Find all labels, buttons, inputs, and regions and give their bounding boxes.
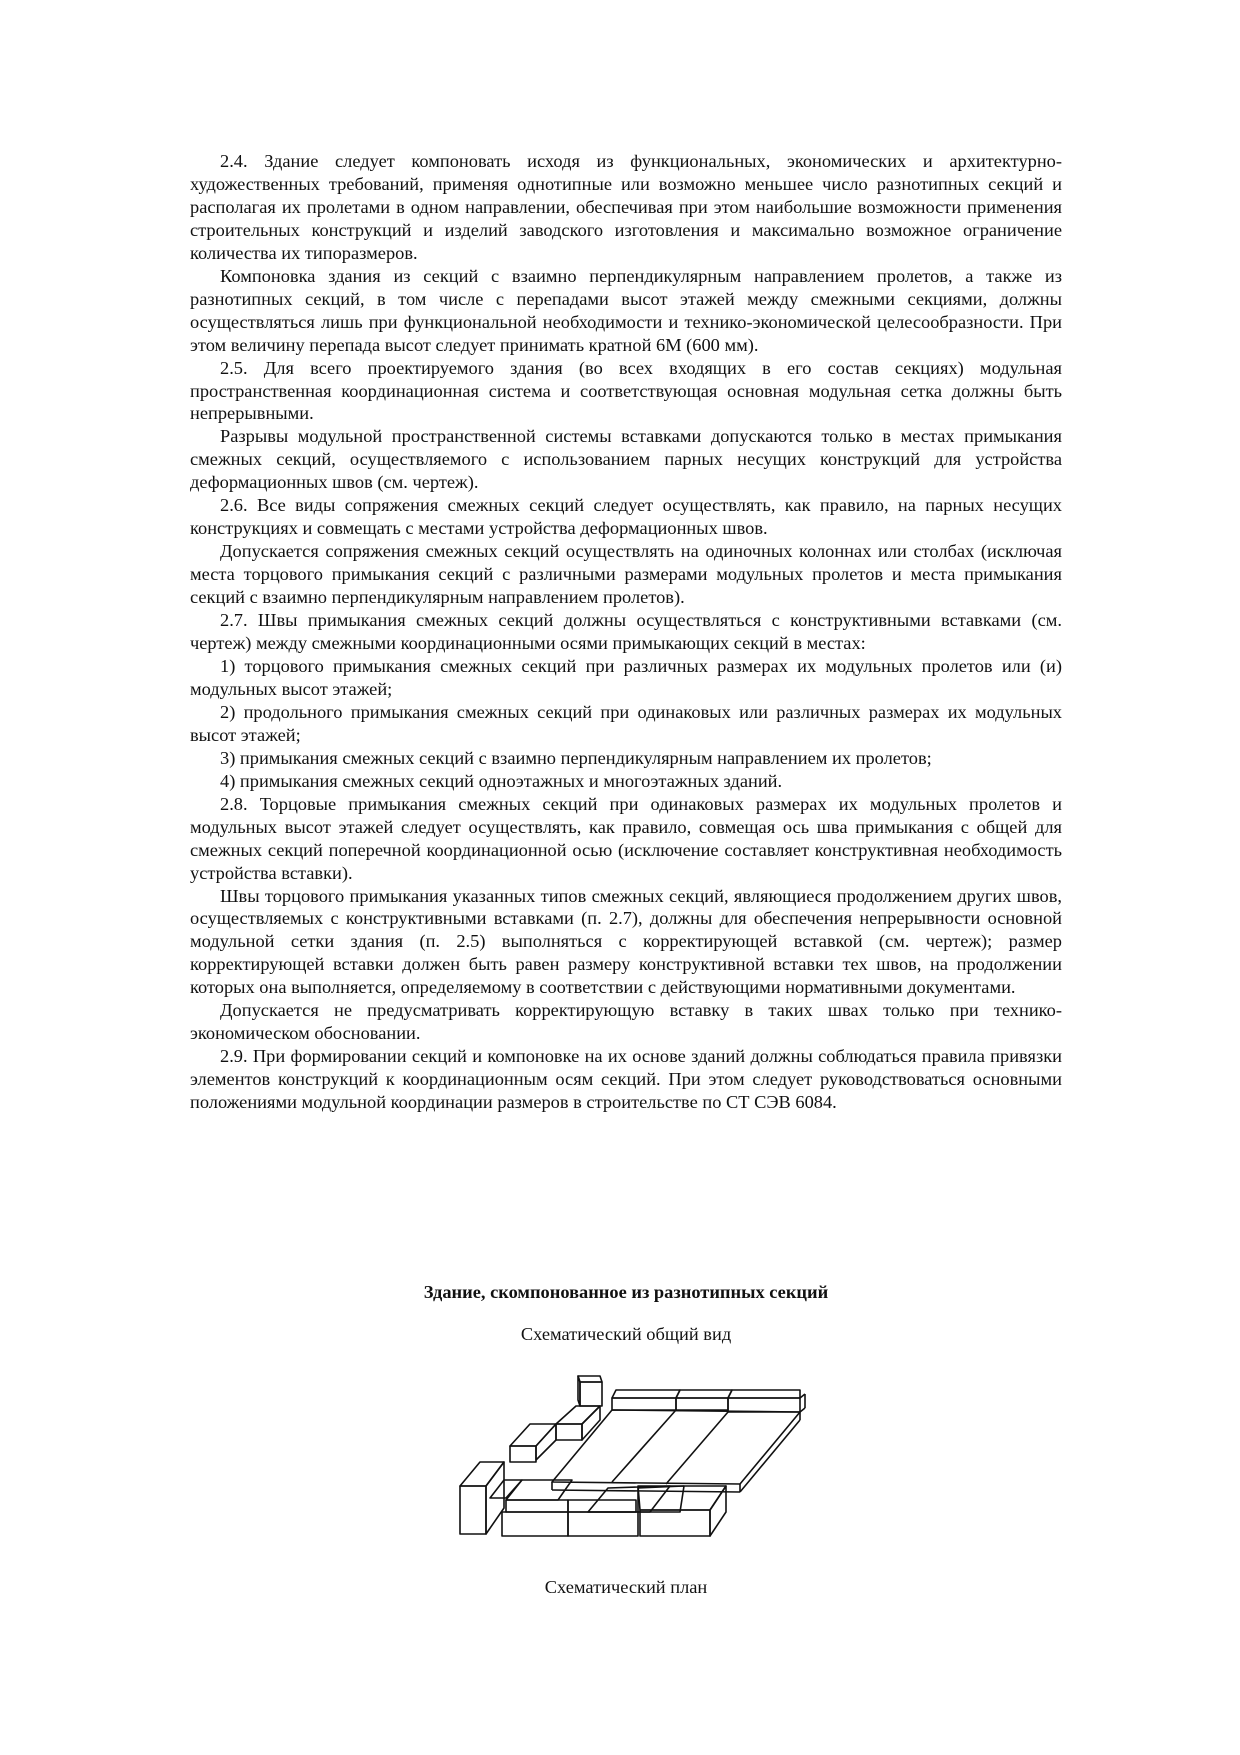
building-sections-drawing bbox=[440, 1368, 840, 1558]
paragraph-2-8: 2.8. Торцовые примыкания смежных секций при одинаковых размерах их модульных пролетов и модульных высот этажей следует осуществлять, как правило, совмещая ось шва примыкания с общей для смежных секций поперечной координационной осью (исключение составляет конструктивная необходимость устройства вставки). bbox=[190, 793, 1062, 883]
paragraph-2-9: 2.9. При формировании секций и компоновке на их основе зданий должны соблюдаться правила привязки элементов конструкций к координационным осям секций. При этом следует руководствоваться основными положениями модульной координации размеров в строительстве по СТ СЭВ 6084. bbox=[190, 1046, 1062, 1113]
figure-caption-general-view: Схематический общий вид bbox=[520, 1324, 732, 1344]
tower-block bbox=[578, 1376, 602, 1406]
body-text bbox=[190, 150, 1062, 1114]
central-slab bbox=[552, 1410, 800, 1492]
figure-caption-plan: Схематический план bbox=[544, 1577, 708, 1597]
paragraph: Компоновка здания из секций с взаимно перпендикулярным направлением пролетов, а также из разнотипных секций, в том числе с перепадами высот этажей между смежными секциями, должны осуществляться лишь при функциональной необходимости и технико-экономической целесообразности. При этом величину перепада высот следует принимать кратной 6М (600 мм). bbox=[190, 265, 1062, 355]
paragraph: Швы торцового примыкания указанных типов смежных секций, являющиеся продолжением других швов, осуществляемых с конструктивными вставками (п. 2.7), должны для обеспечения непрерывности основной модульной сетки здания (п. 2.5) выполняться с корректирующей вставкой (см. чертеж); размер корректирующей вставки должен быть равен размеру конструктивной вставки тех швов, на продолжении которых она выполняется, определяемому в соответствии с действующими нормативными документами. bbox=[190, 885, 1062, 998]
document-page bbox=[190, 150, 1062, 1114]
left-diagonal-sections bbox=[510, 1406, 600, 1462]
lower-left-blocks bbox=[460, 1462, 572, 1534]
paragraph: Допускается не предусматривать корректирующую вставку в таких швах только при технико-экономическом обосновании. bbox=[190, 1000, 1062, 1044]
paragraph-2-5: 2.5. Для всего проектируемого здания (во всех входящих в его состав секциях) модульная пространственная координационная система и соответствующая основная модульная сетка должны быть непрерывными. bbox=[190, 357, 1062, 424]
list-item: 3) примыкания смежных секций с взаимно перпендикулярным направлением их пролетов; bbox=[220, 747, 932, 768]
bottom-right-block bbox=[588, 1486, 726, 1536]
figure-title: Здание, скомпонованное из разнотипных секций bbox=[423, 1282, 829, 1302]
bottom-row-blocks bbox=[502, 1486, 684, 1536]
paragraph: Разрывы модульной пространственной системы вставками допускаются только в местах примыкания смежных секций, осуществляемого с использованием парных несущих конструкций для устройства деформационных швов (см. чертеж). bbox=[190, 426, 1062, 493]
list-item: 4) примыкания смежных секций одноэтажных и многоэтажных зданий. bbox=[220, 770, 783, 791]
list-item: 1) торцового примыкания смежных секций при различных размерах их модульных пролетов или (и) модульных высот этажей; bbox=[190, 655, 1062, 699]
paragraph-2-6: 2.6. Все виды сопряжения смежных секций следует осуществлять, как правило, на парных несущих конструкциях и совмещать с местами устройства деформационных швов. bbox=[190, 495, 1062, 539]
list-item: 2) продольного примыкания смежных секций при одинаковых или различных размерах их модульных высот этажей; bbox=[190, 701, 1062, 745]
paragraph-2-4: 2.4. Здание следует компоновать исходя из функциональных, экономических и архитектурно-художественных требований, применяя однотипные или возможно меньшее число разнотипных секций и располагая их пролетами в одном направлении, обеспечивая при этом наибольшие возможности применения строительных конструкций и изделий заводского изготовления и максимально возможное ограничение количества их типоразмеров. bbox=[190, 151, 1062, 263]
paragraph: Допускается сопряжения смежных секций осуществлять на одиночных колоннах или столбах (исключая места торцового примыкания секций с различными размерами модульных пролетов и места примыкания секций с взаимно перпендикулярным направлением пролетов). bbox=[190, 541, 1062, 608]
paragraph-2-7: 2.7. Швы примыкания смежных секций должны осуществляться с конструктивными вставками (см. чертеж) между смежными координационными осями примыкающих секций в местах: bbox=[190, 610, 1062, 654]
top-row-blocks bbox=[612, 1390, 805, 1412]
